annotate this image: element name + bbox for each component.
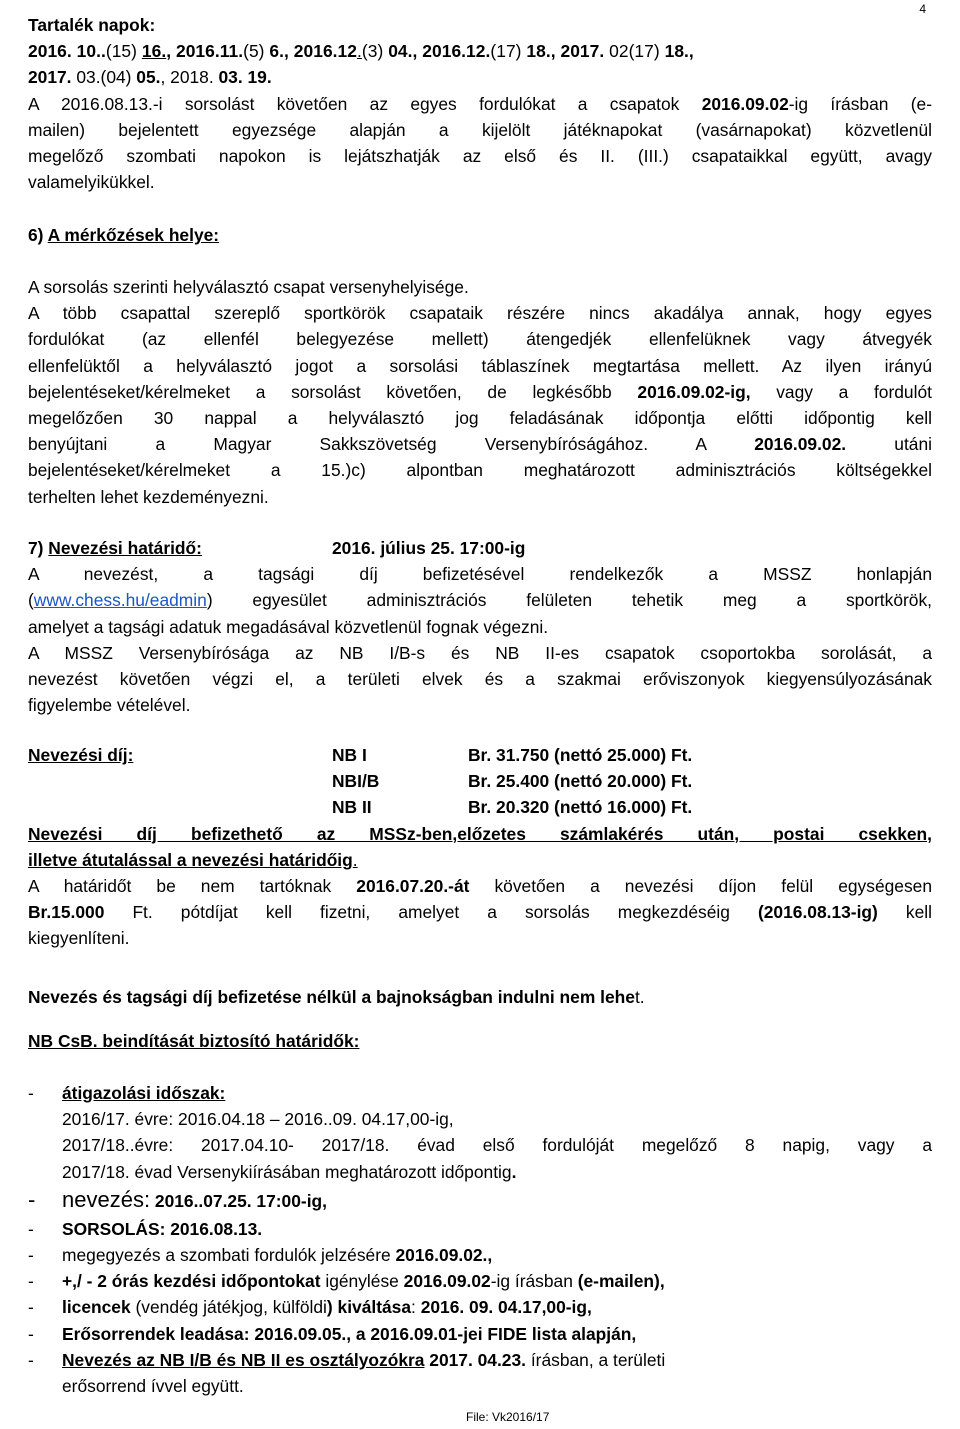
entry-fee-section xyxy=(28,742,932,952)
reserve-days-paragraph-line-3: megelőző szombati napokon is lejátszhatják az első és II. (III.) csapataikkal együtt, avagy xyxy=(28,146,932,167)
list-item-registration: - nevezés: 2016..07.25. 17:00-ig, xyxy=(28,1186,327,1212)
payment-line-2: illetve átutalással a nevezési határidőig. xyxy=(28,849,358,870)
page-number: 4 xyxy=(919,2,926,16)
list-item-draw: - SORSOLÁS: 2016.08.13. xyxy=(28,1218,263,1239)
section-6-line-6: benyújtani a Magyar Sakkszövetség Versenybíróságához. A 2016.09.02. utáni xyxy=(28,434,932,455)
reserve-days-section xyxy=(28,12,932,195)
csb-heading: NB CsB. beindítását biztosító határidők: xyxy=(28,1031,360,1051)
reserve-days-paragraph: A 2016.08.13.-i sorsolást követően az egyes fordulókat a csapatok 2016.09.02-ig írásban (e- xyxy=(28,93,932,114)
section-6-heading: 6) A mérkőzések helye: xyxy=(28,225,220,245)
section-7-line-2: (www.chess.hu/eadmin) egyesület adminisztrációs felületen tehetik meg a sportkörök, xyxy=(28,590,932,611)
warning-line: Nevezés és tagsági díj befizetése nélkül a bajnokságban indulni nem lehet. xyxy=(28,987,645,1007)
list-item-transfer: - átigazolási időszak: 2016/17. évre: 2016.04.18 – 2016..09. 04.17,00-ig, 2017/18..évre: 2017.04.10- 2017/18. évad első fordulóját megelőző 8 napig, vagy a 2017/18. évad Versenykiírásában meghatározott időpontig. xyxy=(28,1083,932,1182)
section-6-body xyxy=(28,274,932,510)
list-item-saturday-agreement: - megegyezés a szombati fordulók jelzésére 2016.09.02., xyxy=(28,1245,493,1266)
reserve-days-line-2: 2017. 03.(04) 05., 2018. 03. 19. xyxy=(28,67,272,88)
late-fee-line-1: A határidőt be nem tartóknak 2016.07.20.-át követően a nevezési díjon felül egységesen xyxy=(28,875,932,896)
section-6-line-8: terhelten lehet kezdeményezni. xyxy=(28,486,269,507)
reserve-days-line-1: 2016. 10..(15) 16., 2016.11.(5) 6., 2016.12.(3) 04., 2016.12.(17) 18., 2017. 02(17) 18., xyxy=(28,41,694,62)
csb-deadlines-list xyxy=(28,1080,932,1399)
fee-row-nb1: Nevezési díj: NB I Br. 31.750 (nettó 25.000) Ft. xyxy=(28,745,693,765)
section-6-line-7: bejelentéseket/kérelmeket a 15.)c) alpontban meghatározott adminisztrációs költségekkel xyxy=(28,460,932,481)
section-7 xyxy=(28,535,932,718)
footer-file-label: File: Vk2016/17 xyxy=(466,1410,550,1424)
section-6-line-3: ellenfelüktől a helyválasztó jogot a sorsolási táblaszínek megtartása mellett. Az ilyen irányú xyxy=(28,355,932,376)
document-page xyxy=(28,0,932,1429)
reserve-days-paragraph-line-4: valamelyikükkel. xyxy=(28,172,155,193)
eadmin-link[interactable]: www.chess.hu/eadmin xyxy=(33,590,207,611)
list-item-licences: - licencek (vendég játékjog, külföldi) kiváltása: 2016. 09. 04.17,00-ig, xyxy=(28,1297,592,1318)
reserve-days-paragraph-line-2: mailen) bejelentett egyezsége alapján a kijelölt játéknapokat (vasárnapokat) közvetlenül xyxy=(28,119,932,140)
payment-line-1: Nevezési díj befizethető az MSSz-ben,előzetes számlakérés után, postai csekken, xyxy=(28,823,932,844)
section-6-venue-text: A sorsolás szerinti helyválasztó csapat versenyhelyisége. xyxy=(28,277,469,297)
list-item-nb-qualifiers: - Nevezés az NB I/B és NB II es osztályozókra 2017. 04.23. írásban, a területi erősorrend ívvel együtt. xyxy=(28,1349,666,1397)
section-7-line-1: A nevezést, a tagsági díj befizetésével rendelkezők a MSSZ honlapján xyxy=(28,564,932,585)
section-7-line-5: nevezést követően végzi el, a területi elvek és a szakmai erőviszonyok kiegyensúlyozásának xyxy=(28,669,932,690)
section-6-line-4: bejelentéseket/kérelmeket a sorsolást követően, de legkésőbb 2016.09.02-ig, vagy a fordulót xyxy=(28,381,932,402)
section-6-line-5: megelőzően 30 nappal a helyválasztó jog feladásának időpontja előtti időpontig kell xyxy=(28,408,932,429)
late-fee-line-2: Br.15.000 Ft. pótdíjat kell fizetni, amelyet a sorsolás megkezdéséig (2016.08.13-ig) kell xyxy=(28,902,932,923)
section-7-line-3: amelyet a tagsági adatuk megadásával közvetlenül fognak végezni. xyxy=(28,616,549,637)
late-fee-line-3: kiegyenlíteni. xyxy=(28,928,130,949)
entry-fee-label: Nevezési díj: xyxy=(28,745,134,765)
section-7-heading: 7) Nevezési határidő: 2016. július 25. 17:00-ig xyxy=(28,535,932,561)
section-6-line-2: fordulókat (az ellenfél belegyezése mellett) átengedjék ellenfelüknek vagy átvegyék xyxy=(28,329,932,350)
registration-deadline: 2016. július 25. 17:00-ig xyxy=(332,538,526,558)
list-item-strength-order: - Erősorrendek leadása: 2016.09.05., a 2016.09.01-jei FIDE lista alapján, xyxy=(28,1323,637,1344)
list-item-start-times: - +,/ - 2 órás kezdési időpontokat igénylése 2016.09.02-ig írásban (e-mailen), xyxy=(28,1271,665,1292)
fee-row-nb2: NB II Br. 20.320 (nettó 16.000) Ft. xyxy=(332,797,693,818)
section-6-line-1: A több csapattal szereplő sportkörök csapataik részére nincs akadálya annak, hogy egyes xyxy=(28,303,932,324)
section-7-line-4: A MSSZ Versenybírósága az NB I/B-s és NB II-es csapatok csoportokba sorolását, a xyxy=(28,642,932,663)
section-7-line-6: figyelembe vételével. xyxy=(28,695,191,716)
reserve-days-title: Tartalék napok: xyxy=(28,15,156,35)
fee-row-nb1b: NBI/B Br. 25.400 (nettó 20.000) Ft. xyxy=(332,771,693,792)
